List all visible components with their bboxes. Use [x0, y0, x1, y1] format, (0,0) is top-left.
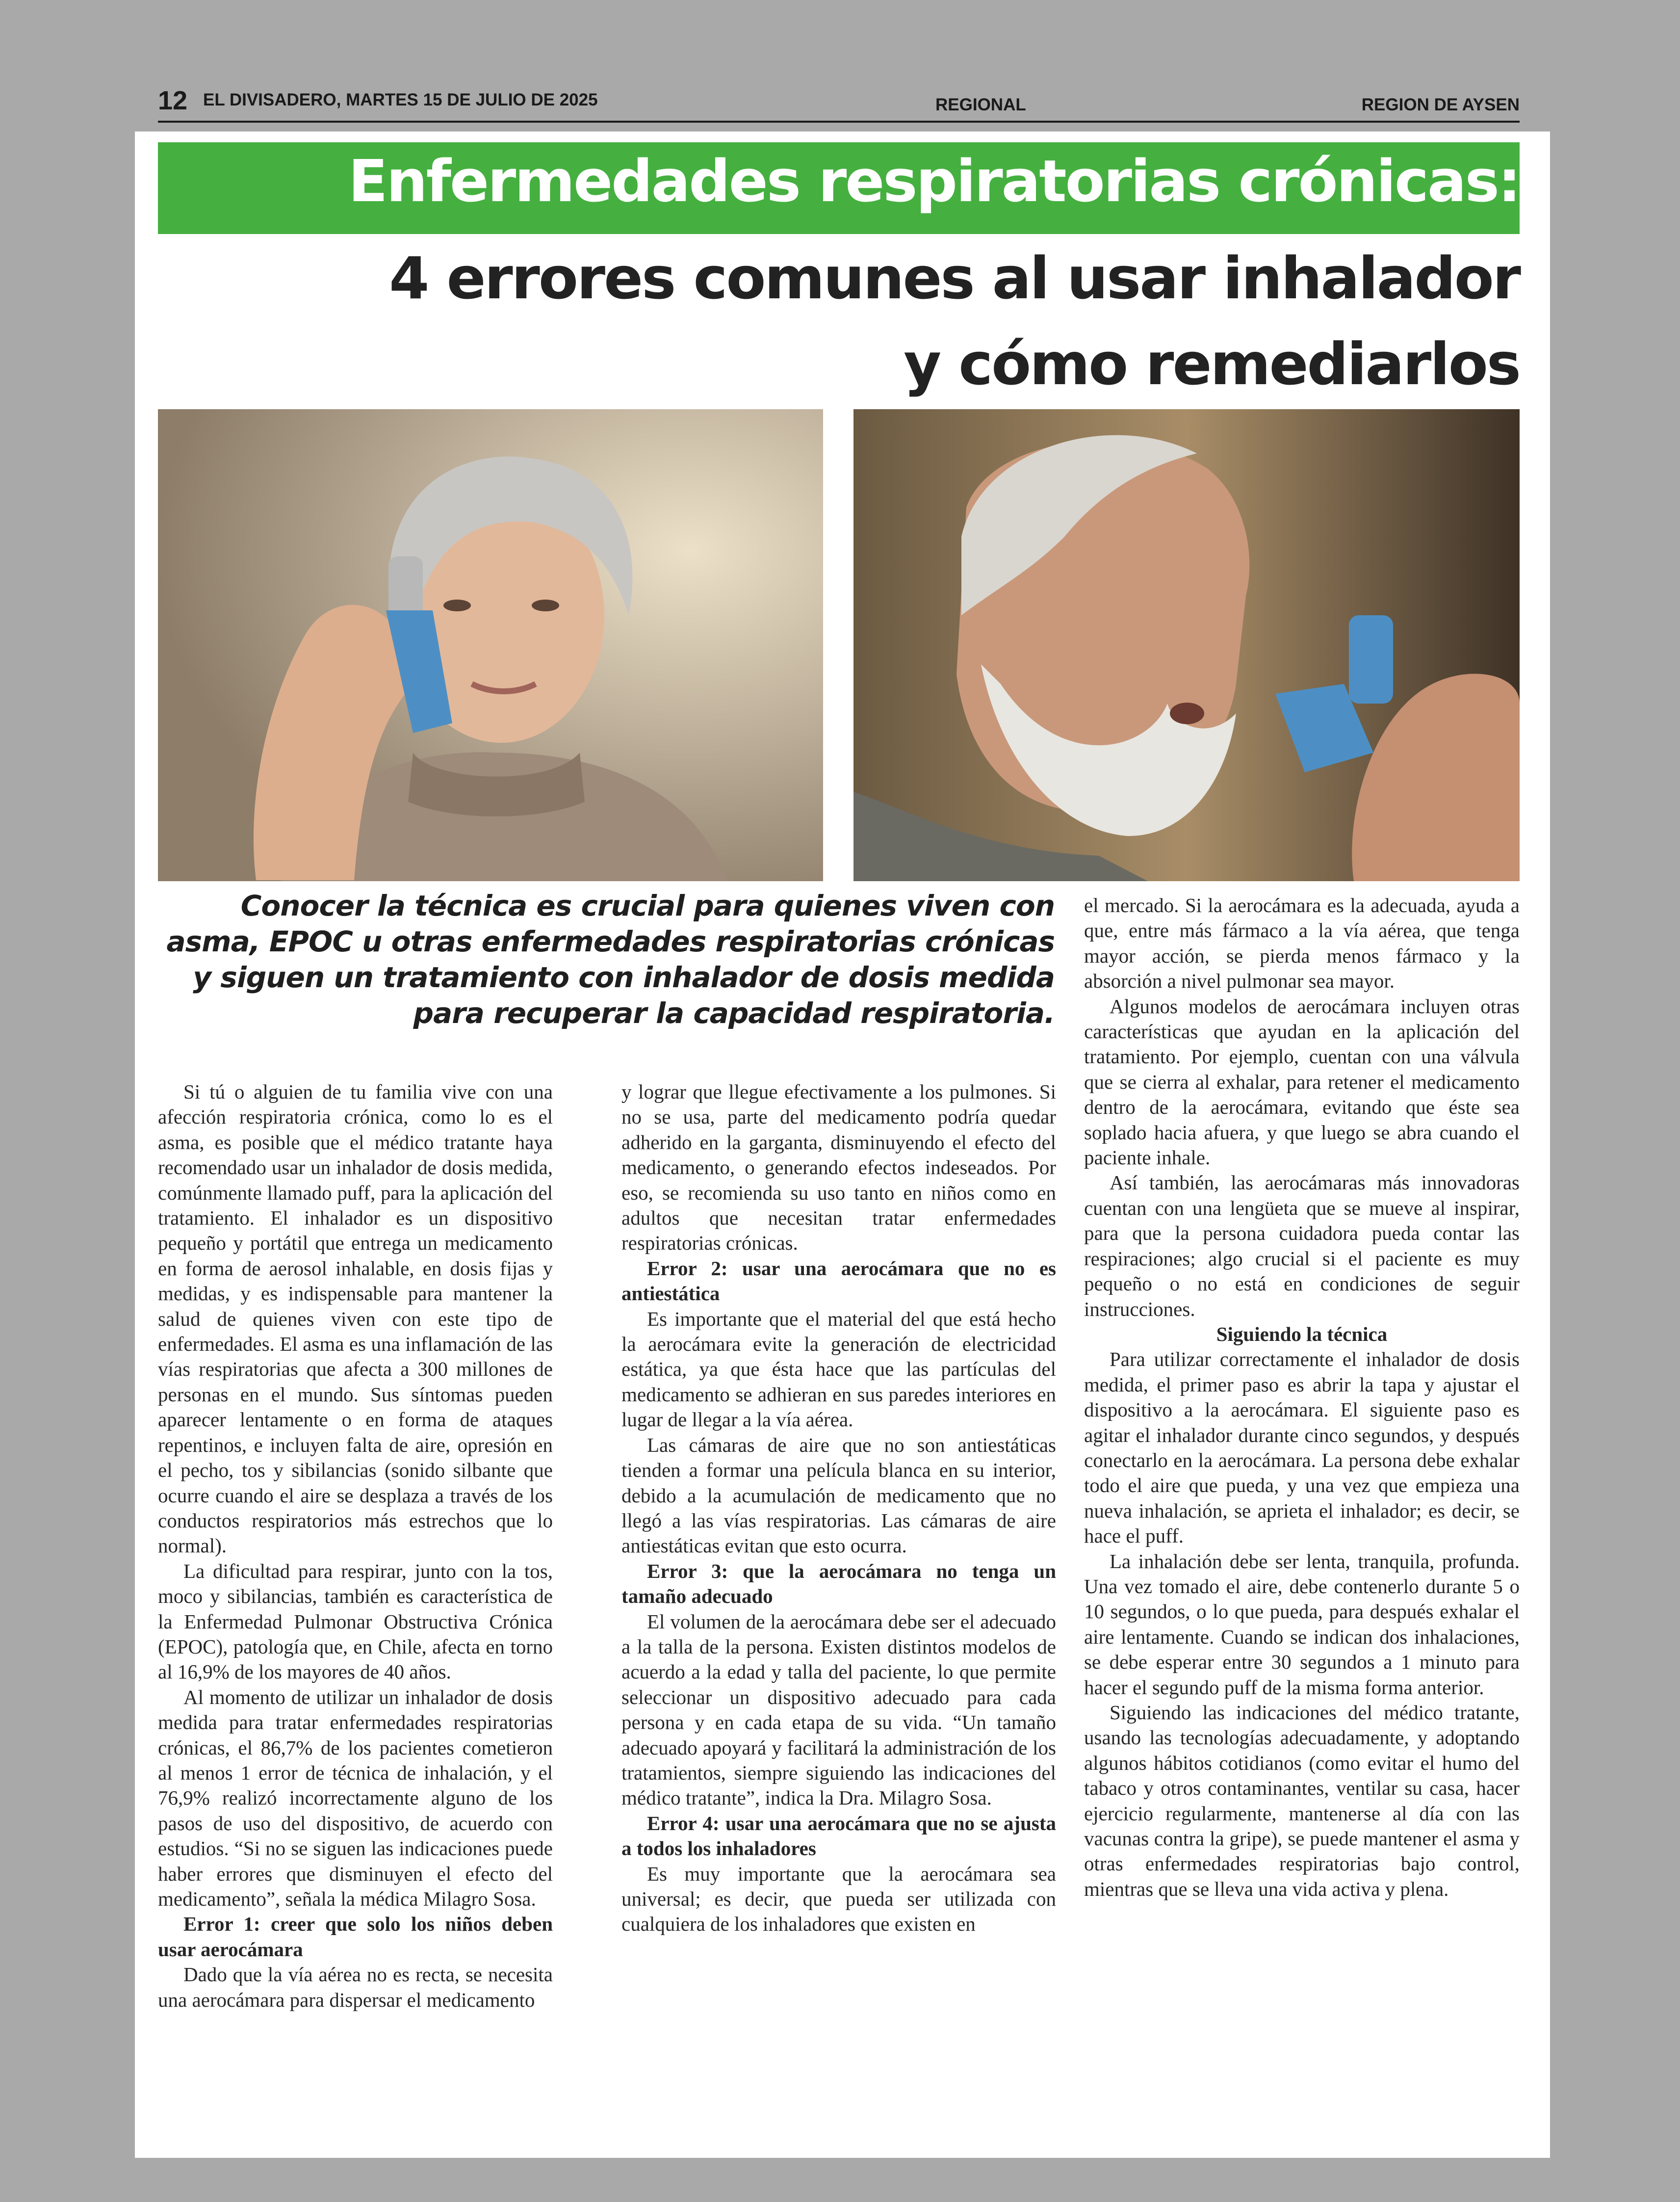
paragraph: Algunos modelos de aerocámara incluyen otras características que ayudan en la aplicación del tratamiento. Por ejemplo, cuentan con una válvula que se cierra al exhalar, para retener el medicamento dentro de la aerocámara, evitando que éste sea soplado hacia afuera, y que luego se abra cuando el paciente inhale.	[1084, 995, 1520, 1169]
region-label: REGION DE AYSEN	[1361, 95, 1520, 114]
paragraph: Las cámaras de aire que no son antiestáticas tienden a formar una película blanca en su interior, debido a la acumulación de medicamento que no llegó a las vías respiratorias. Las cámaras de aire antiestáticas evitan que esto ocurra.	[621, 1433, 1056, 1557]
paragraph: Es muy importante que la aerocámara sea universal; es decir, que pueda ser utilizada con cualquiera de los inhaladores que existen en	[621, 1862, 1056, 1936]
headline-line-1: Enfermedades respiratorias crónicas:	[348, 147, 1520, 215]
subheading-error-4: Error 4: usar una aerocámara que no se ajusta a todos los inhaladores	[621, 1811, 1056, 1860]
photo-woman-with-inhaler	[158, 409, 823, 881]
paragraph: el mercado. Si la aerocámara es la adecuada, ayuda a que, entre más fármaco a la vía aérea, que tenga mayor acción, se pierda menos fármaco y la absorción a nivel pulmonar sea mayor.	[1084, 894, 1520, 993]
paragraph: y lograr que llegue efectivamente a los pulmones. Si no se usa, parte del medicamento podría quedar adherido en la garganta, disminuyendo el efecto del medicamento, o generando efectos indeseados. Por eso, se recomienda su uso tanto en niños como en adultos que necesitan tratar enfermedades respiratorias crónicas.	[621, 1080, 1056, 1255]
subheading-error-3: Error 3: que la aerocámara no tenga un tamaño adecuado	[621, 1559, 1056, 1608]
article-column-3	[1084, 893, 1520, 1902]
paragraph: Si tú o alguien de tu familia vive con una afección respiratoria crónica, como lo es el asma, es posible que el médico tratante haya recomendado usar un inhalador de dosis medida, comúnmente llamado puff, para la aplicación del tratamiento. El inhalador es un dispositivo pequeño y portátil que entrega un medicamento en forma de aerosol inhalable, en dosis fijas y medidas, y es indispensable para mantener la salud de quienes viven con este tipo de enfermedades. El asma es una inflamación de las vías respiratorias que afecta a 300 millones de personas en el mundo. Sus síntomas pueden aparecer lentamente o en forma de ataques repentinos, e incluyen falta de aire, opresión en el pecho, tos y sibilancias (sonido silbante que ocurre cuando el aire se desplaza a través de los conductos respiratorios más estrechos que lo normal).	[158, 1080, 553, 1557]
paragraph: El volumen de la aerocámara debe ser el adecuado a la talla de la persona. Existen distintos modelos de acuerdo a la edad y talla del paciente, lo que permite seleccionar un dispositivo adecuado para cada persona y en cada etapa de su vida. “Un tamaño adecuado apoyará y facilitará la administración de los tratamientos, siempre siguiendo las indicaciones del médico tratante”, indica la Dra. Milagro Sosa.	[621, 1610, 1056, 1809]
paragraph: Es importante que el material del que está hecho la aerocámara evite la generación de electricidad estática, ya que ésta hace que las partículas del medicamento se adhieran en sus paredes interiores en lugar de llegar a la vía aérea.	[621, 1307, 1056, 1431]
lead-paragraph: Conocer la técnica es crucial para quienes viven con asma, EPOC u otras enfermedades respiratorias crónicas y siguen un tratamiento con inhalador de dosis medida para recuperar la capacidad respiratoria.	[166, 889, 1055, 1030]
paragraph: Siguiendo las indicaciones del médico tratante, usando las tecnologías adecuadamente, y adoptando algunos hábitos cotidianos (como evitar el humo del tabaco y otros contaminantes, ventilar su casa, hacer ejercicio regularmente, mantenerse al día con las vacunas contra la gripe), se puede mantener el asma y otras enfermedades respiratorias bajo control, mientras que se lleva una vida activa y plena.	[1084, 1701, 1520, 1900]
subheading-error-2: Error 2: usar una aerocámara que no es antiestática	[621, 1257, 1056, 1305]
article-column-2	[621, 1079, 1056, 1937]
headline-subtitle	[389, 236, 1520, 407]
section-label: REGIONAL	[935, 95, 1026, 114]
page-number: 12	[158, 86, 188, 115]
paragraph: Así también, las aerocámaras más innovadoras cuentan con una lengüeta que se mueve al inspirar, para que la persona cuidadora pueda contar las respiraciones; algo crucial si el paciente es muy pequeño o no está en condiciones de seguir instrucciones.	[1084, 1171, 1520, 1320]
paragraph: Dado que la vía aérea no es recta, se necesita una aerocámara para dispersar el medicamento	[158, 1963, 553, 2011]
publication-dateline: EL DIVISADERO, MARTES 15 DE JULIO DE 2025	[203, 90, 598, 109]
subheading-technique: Siguiendo la técnica	[1216, 1322, 1388, 1345]
paragraph: Al momento de utilizar un inhalador de dosis medida para tratar enfermedades respiratorias crónicas, el 86,7% de los pacientes cometieron al menos 1 error de técnica de inhalación, y el 76,9% realizó incorrectamente alguno de los pasos de uso del dispositivo, de acuerdo con estudios. “Si no se siguen las indicaciones puede haber errores que disminuyen el efecto del medicamento”, señala la médica Milagro Sosa.	[158, 1685, 553, 1910]
headline-line-2: 4 errores comunes al usar inhalador	[389, 244, 1520, 312]
subheading-error-1: Error 1: creer que solo los niños deben usar aerocámara	[158, 1913, 553, 1961]
paragraph: Para utilizar correctamente el inhalador de dosis medida, el primer paso es abrir la tapa y ajustar el dispositivo a la aerocámara. El siguiente paso es agitar el inhalador durante cinco segundos, y después conectarlo en la aerocámara. La persona debe exhalar todo el aire que pueda, y una vez que empieza una nueva inhalación, se aprieta el inhalador; es decir, se hace el puff.	[1084, 1348, 1520, 1547]
article-column-1	[158, 1079, 553, 2013]
paragraph: La inhalación debe ser lenta, tranquila, profunda. Una vez tomado el aire, debe contenerlo durante 5 o 10 segundos, o lo que pueda, para después exhalar el aire lentamente. Cuando se indican dos inhalaciones, se debe esperar entre 30 segundos a 1 minuto para hacer el segundo puff de la misma forma anterior.	[1084, 1549, 1520, 1699]
headline-line-3: y cómo remediarlos	[904, 330, 1520, 398]
photo-man-using-inhaler	[853, 409, 1520, 881]
paragraph: La dificultad para respirar, junto con la tos, moco y sibilancias, también es característica de la Enfermedad Pulmonar Obstructiva Crónica (EPOC), patología que, en Chile, afecta en torno al 16,9% de los mayores de 40 años.	[158, 1559, 553, 1683]
page-header	[158, 88, 1520, 123]
